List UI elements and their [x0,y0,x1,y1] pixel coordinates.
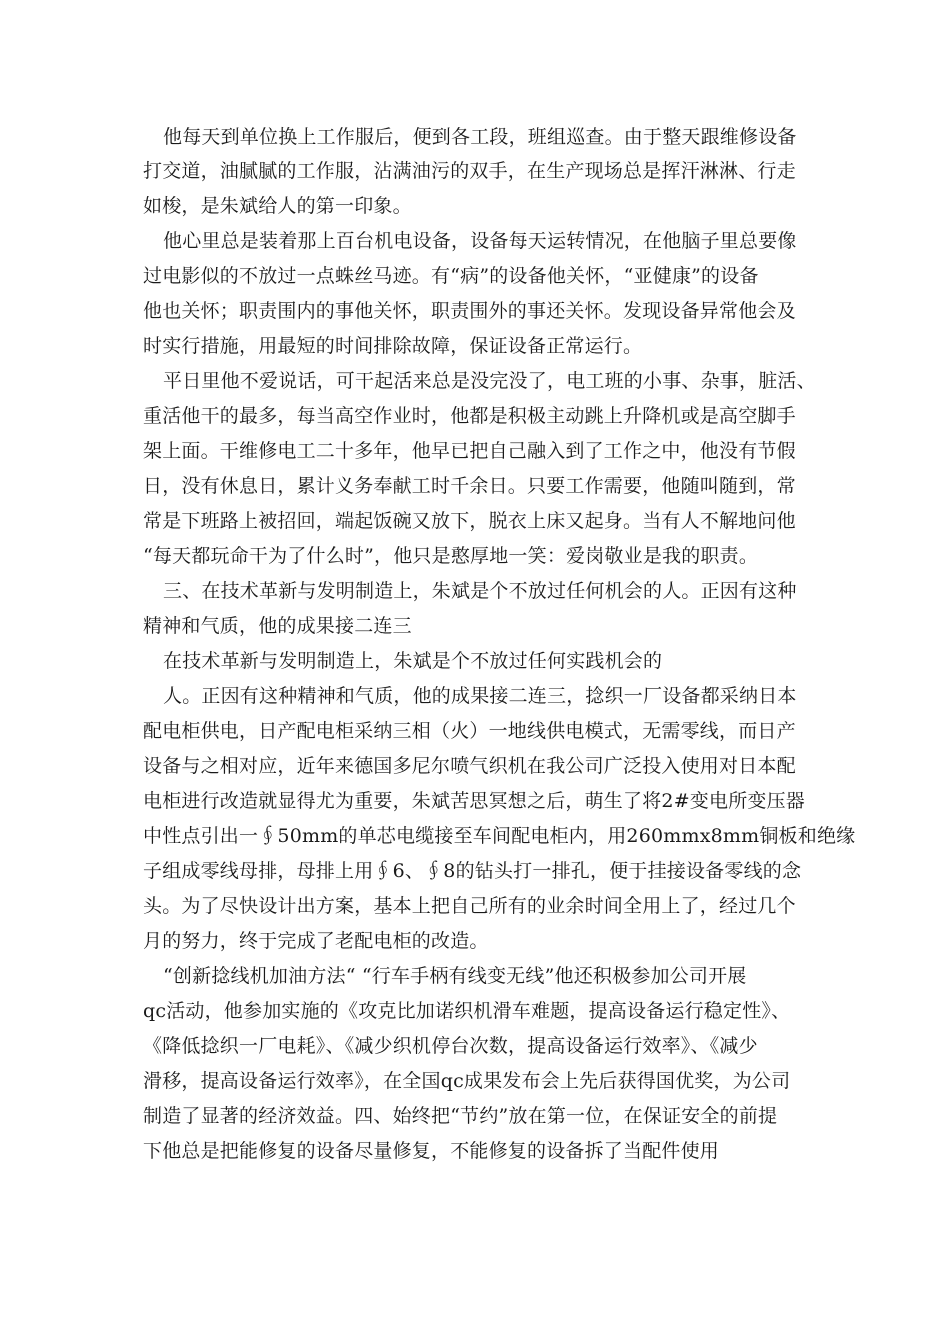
text-line: “每天都玩命干为了什么时”，他只是憨厚地一笑：爱岗敬业是我的职责。 [143,545,759,567]
text-line: 月的努力，终于完成了老配电柜的改造。 [143,930,489,952]
text-line: 他也关怀；职责围内的事他关怀，职责围外的事还关怀。发现设备异常他会及 [143,300,796,322]
text-line: 常是下班路上被招回，端起饭碗又放下，脱衣上床又起身。当有人不解地问他 [143,510,796,532]
text-line: 平日里他不爱说话，可干起活来总是没完没了，电工班的小事、杂事，脏活、 [163,370,816,392]
text-line: 中性点引出一∮50mm的单芯电缆接至车间配电柜内，用260mmx8mm铜板和绝缘 [143,825,856,847]
text-line: 他心里总是装着那上百台机电设备，设备每天运转情况，在他脑子里总要像 [163,230,797,252]
text-line: 电柜进行改造就显得尤为重要，朱斌苦思冥想之后，萌生了将2#变电所变压器 [143,790,806,812]
text-line: 日，没有休息日，累计义务奉献工时千余日。只要工作需要，他随叫随到，常 [143,475,796,497]
text-line: 三、在技术革新与发明制造上，朱斌是个不放过任何机会的人。正因有这种 [163,580,797,602]
text-line: 在技术革新与发明制造上，朱斌是个不放过任何实践机会的 [163,650,663,672]
text-line: 配电柜供电，日产配电柜采纳三相（火）一地线供电模式，无需零线，而日产 [143,720,796,742]
text-line: 人。正因有这种精神和气质，他的成果接二连三，捻织一厂设备都采纳日本 [163,685,797,707]
text-line: “创新捻线机加油方法“ “行车手柄有线变无线”他还积极参加公司开展 [163,965,747,987]
text-line: 头。为了尽快设计出方案，基本上把自己所有的业余时间全用上了，经过几个 [143,895,796,917]
text-line: 过电影似的不放过一点蛛丝马迹。有“病”的设备他关怀，“亚健康”的设备 [143,265,759,287]
text-line: 设备与之相对应，近年来德国多尼尔喷气织机在我公司广泛投入使用对日本配 [143,755,796,777]
text-line: 重活他干的最多，每当高空作业时，他都是积极主动跳上升降机或是高空脚手 [143,405,796,427]
text-line: 制造了显著的经济效益。四、始终把“节约”放在第一位，在保证安全的前提 [143,1105,778,1127]
text-line: qc活动，他参加实施的《攻克比加诺织机滑车难题，提高设备运行稳定性》、 [143,1000,791,1022]
text-line: 精神和气质，他的成果接二连三 [143,615,412,637]
text-line: 架上面。干维修电工二十多年，他早已把自己融入到了工作之中，他没有节假 [143,440,796,462]
text-line: 如梭，是朱斌给人的第一印象。 [143,195,412,217]
text-line: 滑移，提高设备运行效率》，在全国qc成果发布会上先后获得国优奖，为公司 [143,1070,791,1092]
text-line: 打交道，油腻腻的工作服，沾满油污的双手，在生产现场总是挥汗淋淋、行走 [143,160,796,182]
text-line: 子组成零线母排，母排上用∮6、∮8的钻头打一排孔，便于挂接设备零线的念 [143,860,802,882]
text-line: 时实行措施，用最短的时间排除故障，保证设备正常运行。 [143,335,643,357]
text-line: 《降低捻织一厂电耗》、《减少织机停台次数，提高设备运行效率》、《减少 [143,1035,758,1057]
text-line: 他每天到单位换上工作服后，便到各工段，班组巡查。由于整天跟维修设备 [163,126,797,148]
text-line: 下他总是把能修复的设备尽量修复，不能修复的设备拆了当配件使用 [143,1140,720,1162]
